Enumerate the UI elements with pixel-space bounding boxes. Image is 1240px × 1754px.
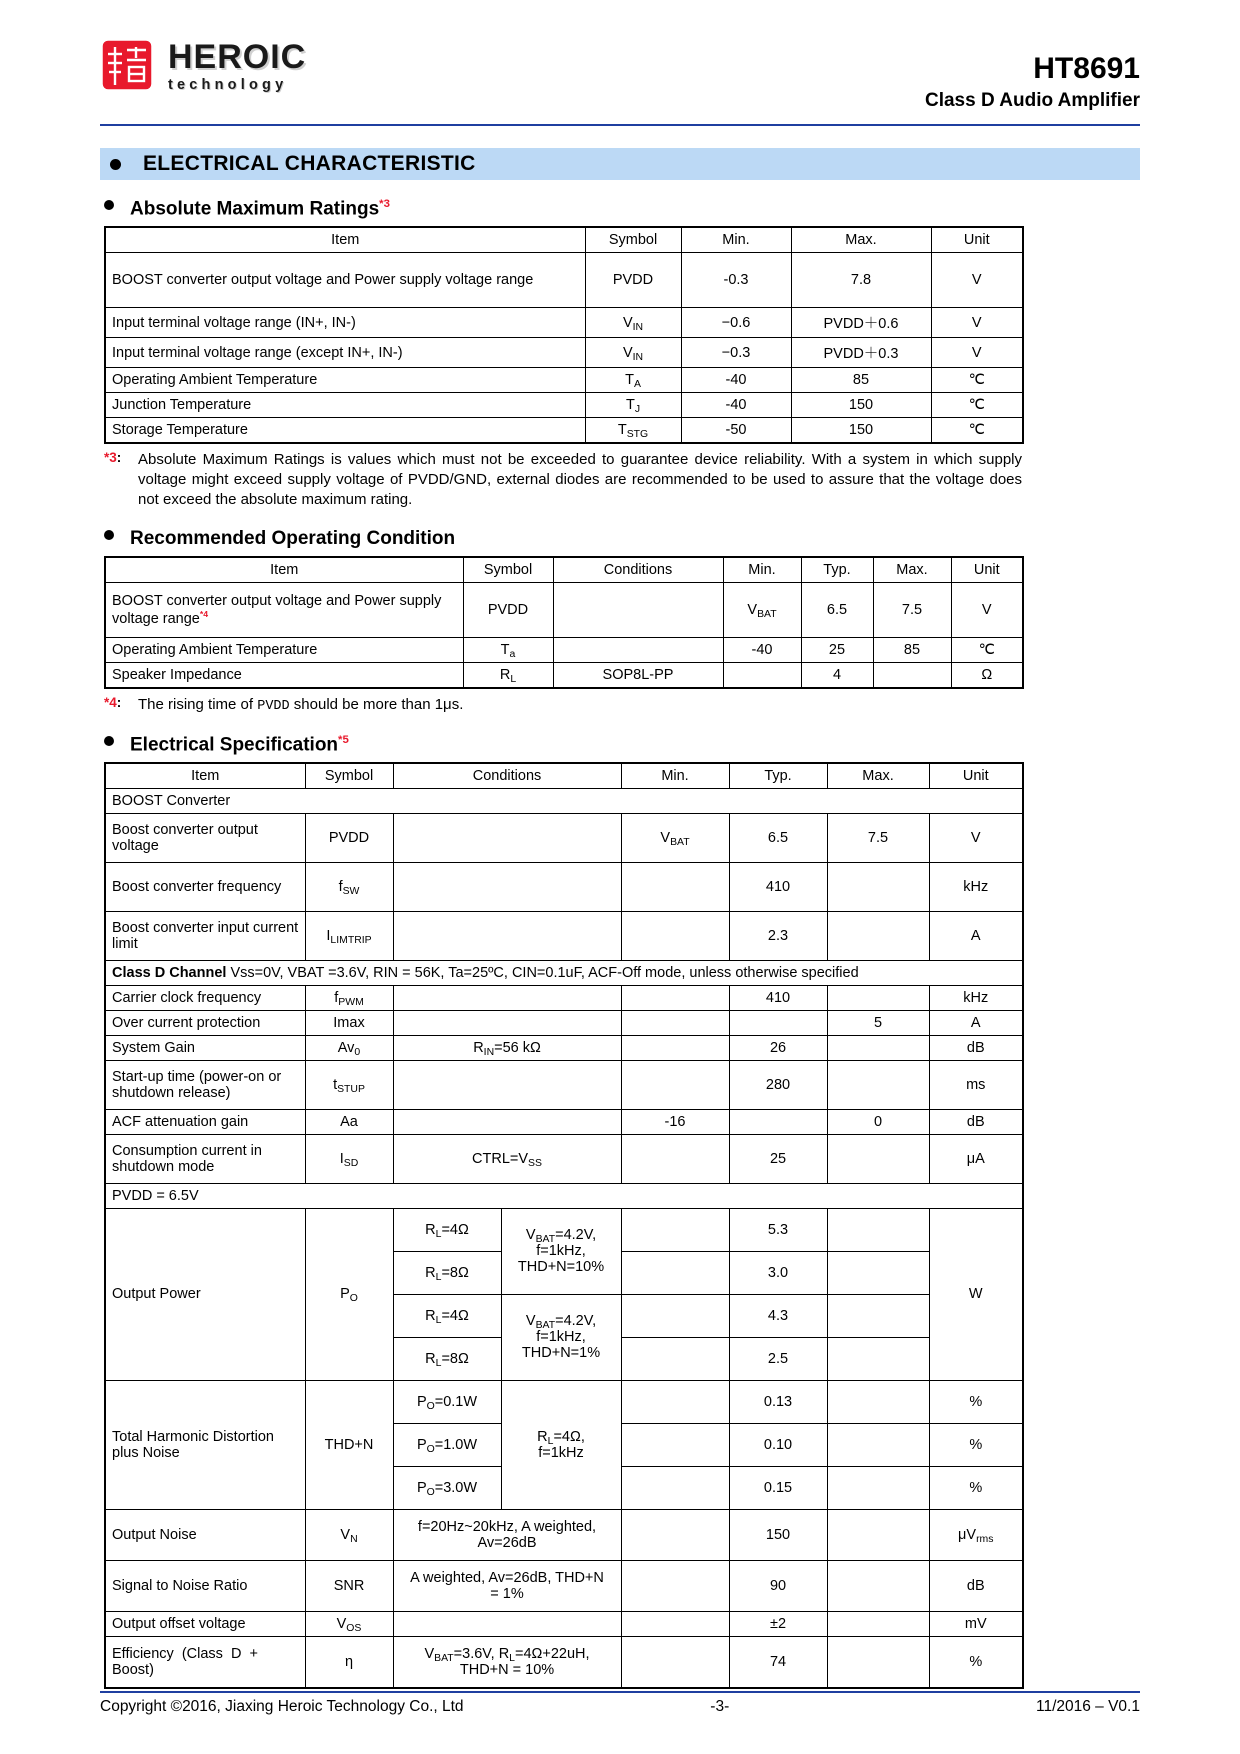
footer-version: 11/2016 – V0.1 — [1035, 1698, 1140, 1715]
cell-typ: 2.5 — [729, 1337, 827, 1380]
cell-unit: % — [929, 1423, 1023, 1466]
cell-symbol: $I_{SD}$ — [305, 1134, 393, 1183]
cell-max — [827, 911, 929, 960]
cell-unit: V — [931, 338, 1023, 368]
group-header-pvdd — [105, 1183, 1023, 1208]
table-row — [105, 985, 1023, 1010]
col-typ: Typ. — [729, 763, 827, 789]
col-item: Item — [105, 227, 585, 253]
cell-unit: dB — [929, 1109, 1023, 1134]
cell-typ: 26 — [729, 1035, 827, 1060]
cell-typ: 74 — [729, 1636, 827, 1688]
cell-typ: 4.3 — [729, 1294, 827, 1337]
cell-typ: 0.15 — [729, 1466, 827, 1509]
cell-conditions: $V_{BAT}=4.2V$, f=1kHz, THD+N=1% — [501, 1294, 621, 1380]
cell-unit: Ω — [951, 662, 1023, 688]
footnote-4: *4: The rising time of PVDD should be more than 1μs. — [104, 694, 464, 714]
cell-max — [827, 1208, 929, 1251]
cell-item: Efficiency (Class D + Boost) — [105, 1636, 305, 1688]
cell-max — [827, 1337, 929, 1380]
rec-op-heading-text: Recommended Operating Condition — [130, 527, 456, 549]
cell-typ: 410 — [729, 862, 827, 911]
product-subtitle: Class D Audio Amplifier — [924, 90, 1140, 111]
cell-max: PVDD＋0.3 — [791, 338, 931, 368]
cell-symbol: $I_{LIMTRIP}$ — [305, 911, 393, 960]
table-row — [105, 862, 1023, 911]
cell-conditions — [393, 862, 621, 911]
cell-max: 85 — [791, 368, 931, 393]
col-min: Min. — [681, 227, 791, 253]
cell-typ: 280 — [729, 1060, 827, 1109]
cell-typ: 6.5 — [729, 813, 827, 862]
cell-conditions — [553, 637, 723, 662]
page-header — [100, 38, 1140, 120]
logo-tagline: technology — [168, 76, 288, 93]
table-row — [105, 1636, 1023, 1688]
cell-conditions: f=20Hz~20kHz, A weighted, Av=26dB — [393, 1509, 621, 1560]
col-max: Max. — [827, 763, 929, 789]
table-row — [105, 393, 1023, 418]
cell-min: -40 — [681, 393, 791, 418]
cell-item: Boost converter output voltage — [105, 813, 305, 862]
cell-item: Signal to Noise Ratio — [105, 1560, 305, 1611]
company-logo — [100, 38, 306, 94]
cell-item: Start-up time (power-on or shutdown release) — [105, 1060, 305, 1109]
cell-max — [827, 1060, 929, 1109]
cell-typ: 6.5 — [801, 582, 873, 637]
cell-max — [873, 662, 951, 688]
header-divider — [100, 124, 1140, 126]
cell-max — [827, 1466, 929, 1509]
cell-conditions — [393, 1109, 621, 1134]
col-typ: Typ. — [801, 557, 873, 583]
table-row — [105, 253, 1023, 308]
cell-min: −0.3 — [681, 338, 791, 368]
cell-level: $P_O=0.1W$ — [393, 1380, 501, 1423]
table-row — [105, 1010, 1023, 1035]
cell-min — [621, 1611, 729, 1636]
cell-unit: kHz — [929, 862, 1023, 911]
logo-wordmark: HEROIC — [168, 37, 307, 76]
cell-min — [621, 985, 729, 1010]
table-row — [105, 582, 1023, 637]
cell-unit: kHz — [929, 985, 1023, 1010]
col-unit: Unit — [931, 227, 1023, 253]
footnote-3-text: Absolute Maximum Ratings is values which must not be exceeded to guarantee device reliability. With a system in which supply voltage might exceed supply voltage of PVDD/GND, external diodes are recommended to be used to assure that the voltage does not exceed the absolute maximum rating. — [138, 451, 1022, 508]
cell-level: $P_O=1.0W$ — [393, 1423, 501, 1466]
cell-symbol: $P_O$ — [305, 1208, 393, 1380]
footnote-3-marker: *3 — [104, 450, 117, 466]
cell-item: BOOST converter output voltage and Power supply voltage range — [105, 253, 585, 308]
cell-min — [621, 1294, 729, 1337]
cell-min — [621, 862, 729, 911]
cell-conditions — [393, 985, 621, 1010]
cell-max: 5 — [827, 1010, 929, 1035]
cell-min — [621, 1251, 729, 1294]
elec-spec-heading-text: Electrical Specification — [130, 733, 339, 755]
bullet-icon — [104, 736, 114, 746]
cell-conditions: $V_{BAT}=3.6V$, $R_L=4\Omega+22uH$, THD+N = 10% — [393, 1636, 621, 1688]
cell-item: Carrier clock frequency — [105, 985, 305, 1010]
col-symbol: Symbol — [585, 227, 681, 253]
table-row — [105, 1060, 1023, 1109]
cell-symbol: $Av_0$ — [305, 1035, 393, 1060]
table-row — [105, 1134, 1023, 1183]
cell-conditions — [393, 1060, 621, 1109]
cell-unit: W — [929, 1208, 1023, 1380]
heroic-seal-icon — [100, 38, 156, 94]
page-footer — [100, 1691, 1140, 1716]
cell-max — [827, 1035, 929, 1060]
cell-max — [827, 1134, 929, 1183]
cell-level: $P_O=3.0W$ — [393, 1466, 501, 1509]
table-row — [105, 1035, 1023, 1060]
cell-max: 150 — [791, 418, 931, 444]
cell-min: $V_{BAT}$ — [621, 813, 729, 862]
cell-typ — [729, 1109, 827, 1134]
cell-item: Total Harmonic Distortion plus Noise — [105, 1380, 305, 1509]
cell-conditions — [393, 911, 621, 960]
cell-min — [621, 1380, 729, 1423]
cell-max: 7.8 — [791, 253, 931, 308]
cell-typ: 25 — [801, 637, 873, 662]
elec-spec-heading — [104, 734, 1140, 756]
cell-symbol: $R_L$ — [463, 662, 553, 688]
table-row — [105, 1560, 1023, 1611]
cell-typ: 0.10 — [729, 1423, 827, 1466]
cell-min — [621, 1208, 729, 1251]
group-conditions-classd: Vss=0V, VBAT =3.6V, RIN = 56K, Ta=25ºC, CIN=0.1uF, ACF-Off mode, unless otherwise specified — [226, 964, 859, 981]
group-header-boost — [105, 788, 1023, 813]
cell-symbol: $V_{IN}$ — [585, 338, 681, 368]
cell-unit: dB — [929, 1560, 1023, 1611]
cell-max: 150 — [791, 393, 931, 418]
table-header-row — [105, 763, 1023, 789]
cell-min: −0.6 — [681, 308, 791, 338]
cell-min: -50 — [681, 418, 791, 444]
cell-max: PVDD＋0.6 — [791, 308, 931, 338]
cell-unit: A — [929, 1010, 1023, 1035]
cell-load: $R_L=4\Omega$ — [393, 1208, 501, 1251]
bullet-icon — [104, 530, 114, 540]
group-label-classd: Class D Channel — [112, 964, 227, 981]
cell-item: Storage Temperature — [105, 418, 585, 444]
cell-max: 7.5 — [827, 813, 929, 862]
cell-max — [827, 1251, 929, 1294]
cell-typ: 150 — [729, 1509, 827, 1560]
col-conditions: Conditions — [393, 763, 621, 789]
rec-op-heading — [104, 528, 1140, 550]
section-banner-title: ELECTRICAL CHARACTERISTIC — [143, 152, 476, 175]
cell-item: Output offset voltage — [105, 1611, 305, 1636]
table-row — [105, 1208, 1023, 1251]
cell-item: Input terminal voltage range (IN+, IN-) — [105, 308, 585, 338]
cell-unit: V — [951, 582, 1023, 637]
abs-max-table — [104, 226, 1024, 444]
cell-conditions — [393, 1010, 621, 1035]
footer-copyright: Copyright ©2016, Jiaxing Heroic Technology Co., Ltd — [100, 1698, 464, 1715]
cell-unit: ℃ — [931, 393, 1023, 418]
cell-item: Consumption current in shutdown mode — [105, 1134, 305, 1183]
abs-max-heading-text: Absolute Maximum Ratings — [130, 198, 380, 220]
cell-typ: 0.13 — [729, 1380, 827, 1423]
cell-item: System Gain — [105, 1035, 305, 1060]
cell-min — [621, 911, 729, 960]
cell-max — [827, 1636, 929, 1688]
cell-min: -40 — [723, 637, 801, 662]
cell-min: -0.3 — [681, 253, 791, 308]
cell-item: BOOST converter output voltage and Power supply voltage range$^{*4}$ — [105, 582, 463, 637]
cell-max — [827, 862, 929, 911]
group-label-pvdd: PVDD = 6.5V — [105, 1183, 1023, 1208]
cell-symbol: Aa — [305, 1109, 393, 1134]
rec-op-table — [104, 556, 1024, 689]
cell-unit: ℃ — [931, 368, 1023, 393]
cell-min — [621, 1423, 729, 1466]
col-min: Min. — [723, 557, 801, 583]
cell-symbol: $f_{SW}$ — [305, 862, 393, 911]
cell-symbol: $T_a$ — [463, 637, 553, 662]
cell-typ: ±2 — [729, 1611, 827, 1636]
col-item: Item — [105, 557, 463, 583]
cell-min — [621, 1337, 729, 1380]
cell-unit: ℃ — [951, 637, 1023, 662]
bullet-icon — [110, 159, 121, 170]
cell-item: Operating Ambient Temperature — [105, 368, 585, 393]
cell-item: Operating Ambient Temperature — [105, 637, 463, 662]
cell-typ — [729, 1010, 827, 1035]
cell-max — [827, 985, 929, 1010]
cell-conditions — [393, 1611, 621, 1636]
col-unit: Unit — [951, 557, 1023, 583]
cell-item: Input terminal voltage range (except IN+, IN-) — [105, 338, 585, 368]
cell-unit: % — [929, 1466, 1023, 1509]
cell-conditions: $CTRL=V_{SS}$ — [393, 1134, 621, 1183]
col-unit: Unit — [929, 763, 1023, 789]
cell-symbol: PVDD — [585, 253, 681, 308]
cell-conditions: SOP8L-PP — [553, 662, 723, 688]
cell-symbol: $V_{OS}$ — [305, 1611, 393, 1636]
cell-item: Output Power — [105, 1208, 305, 1380]
cell-min — [621, 1636, 729, 1688]
footnote-4-marker: *4 — [104, 694, 117, 710]
table-row — [105, 338, 1023, 368]
cell-unit: V — [929, 813, 1023, 862]
footnote-4-text: The rising time of PVDD should be more than 1μs. — [138, 695, 464, 714]
cell-load: $R_L=8\Omega$ — [393, 1337, 501, 1380]
abs-max-heading-sup: *3 — [379, 198, 390, 210]
cell-typ: 90 — [729, 1560, 827, 1611]
cell-conditions: $R_L=4\Omega$, f=1kHz — [501, 1380, 621, 1509]
cell-conditions — [393, 813, 621, 862]
cell-unit: ms — [929, 1060, 1023, 1109]
cell-typ: 410 — [729, 985, 827, 1010]
cell-load: $R_L=8\Omega$ — [393, 1251, 501, 1294]
cell-max — [827, 1380, 929, 1423]
cell-min: -40 — [681, 368, 791, 393]
cell-typ: 2.3 — [729, 911, 827, 960]
cell-symbol: PVDD — [305, 813, 393, 862]
cell-typ: 4 — [801, 662, 873, 688]
cell-min: $V_{BAT}$ — [723, 582, 801, 637]
cell-min — [621, 1560, 729, 1611]
table-row — [105, 813, 1023, 862]
col-max: Max. — [873, 557, 951, 583]
table-header-row — [105, 227, 1023, 253]
cell-max: 0 — [827, 1109, 929, 1134]
cell-unit: ℃ — [931, 418, 1023, 444]
cell-symbol: $V_{IN}$ — [585, 308, 681, 338]
table-row — [105, 637, 1023, 662]
cell-unit: V — [931, 253, 1023, 308]
cell-symbol: η — [305, 1636, 393, 1688]
cell-symbol: $T_A$ — [585, 368, 681, 393]
group-label: BOOST Converter — [105, 788, 1023, 813]
cell-unit: μA — [929, 1134, 1023, 1183]
cell-typ: 25 — [729, 1134, 827, 1183]
cell-max — [827, 1294, 929, 1337]
col-min: Min. — [621, 763, 729, 789]
cell-max — [827, 1611, 929, 1636]
cell-symbol: SNR — [305, 1560, 393, 1611]
table-row — [105, 662, 1023, 688]
cell-symbol: $V_N$ — [305, 1509, 393, 1560]
table-row — [105, 308, 1023, 338]
cell-unit: V — [931, 308, 1023, 338]
cell-max: 85 — [873, 637, 951, 662]
cell-min — [621, 1010, 729, 1035]
elec-spec-heading-sup: *5 — [338, 733, 349, 746]
cell-max — [827, 1509, 929, 1560]
col-conditions: Conditions — [553, 557, 723, 583]
col-max: Max. — [791, 227, 931, 253]
cell-item: Boost converter frequency — [105, 862, 305, 911]
cell-symbol: $f_{PWM}$ — [305, 985, 393, 1010]
cell-conditions: $V_{BAT}=4.2V$, f=1kHz, THD+N=10% — [501, 1208, 621, 1294]
cell-item: Output Noise — [105, 1509, 305, 1560]
cell-max — [827, 1423, 929, 1466]
cell-unit: mV — [929, 1611, 1023, 1636]
cell-typ: 5.3 — [729, 1208, 827, 1251]
cell-unit: % — [929, 1636, 1023, 1688]
cell-symbol: $T_{STG}$ — [585, 418, 681, 444]
col-item: Item — [105, 763, 305, 789]
group-header-classd — [105, 960, 1023, 985]
cell-unit: $\mu V_{rms}$ — [929, 1509, 1023, 1560]
cell-symbol: $T_J$ — [585, 393, 681, 418]
cell-symbol: Imax — [305, 1010, 393, 1035]
cell-item: Boost converter input current limit — [105, 911, 305, 960]
cell-item: Speaker Impedance — [105, 662, 463, 688]
table-header-row — [105, 557, 1023, 583]
cell-load: $R_L=4\Omega$ — [393, 1294, 501, 1337]
table-row — [105, 1611, 1023, 1636]
cell-min — [621, 1466, 729, 1509]
cell-symbol: PVDD — [463, 582, 553, 637]
table-row — [105, 418, 1023, 444]
cell-conditions: $R_{IN}=56$ kΩ — [393, 1035, 621, 1060]
cell-unit: % — [929, 1380, 1023, 1423]
cell-item: Over current protection — [105, 1010, 305, 1035]
table-row — [105, 911, 1023, 960]
cell-conditions: A weighted, Av=26dB, THD+N = 1% — [393, 1560, 621, 1611]
cell-max — [827, 1560, 929, 1611]
cell-item: Junction Temperature — [105, 393, 585, 418]
cell-min: -16 — [621, 1109, 729, 1134]
cell-min — [621, 1509, 729, 1560]
footnote-3: *3: Absolute Maximum Ratings is values which must not be exceeded to guarantee device reliability. With a system in which supply voltage might exceed supply voltage of PVDD/GND, external diodes are recommended to be used to assure that the voltage does not exceed the absolute maximum rating. — [104, 450, 1022, 508]
cell-unit: A — [929, 911, 1023, 960]
cell-min — [621, 1134, 729, 1183]
cell-min — [621, 1035, 729, 1060]
elec-spec-table — [104, 762, 1024, 1689]
cell-max: 7.5 — [873, 582, 951, 637]
cell-conditions — [553, 582, 723, 637]
part-number: HT8691 — [1033, 52, 1140, 85]
section-banner — [100, 148, 1140, 180]
cell-item: ACF attenuation gain — [105, 1109, 305, 1134]
col-symbol: Symbol — [305, 763, 393, 789]
cell-unit: dB — [929, 1035, 1023, 1060]
cell-symbol: $t_{STUP}$ — [305, 1060, 393, 1109]
bullet-icon — [104, 200, 114, 210]
cell-min — [723, 662, 801, 688]
cell-min — [621, 1060, 729, 1109]
col-symbol: Symbol — [463, 557, 553, 583]
table-row — [105, 1380, 1023, 1423]
table-row — [105, 368, 1023, 393]
cell-symbol: THD+N — [305, 1380, 393, 1509]
table-row — [105, 1109, 1023, 1134]
abs-max-heading — [104, 198, 1140, 220]
table-row — [105, 1509, 1023, 1560]
footer-page-number: -3- — [710, 1698, 730, 1715]
cell-typ: 3.0 — [729, 1251, 827, 1294]
